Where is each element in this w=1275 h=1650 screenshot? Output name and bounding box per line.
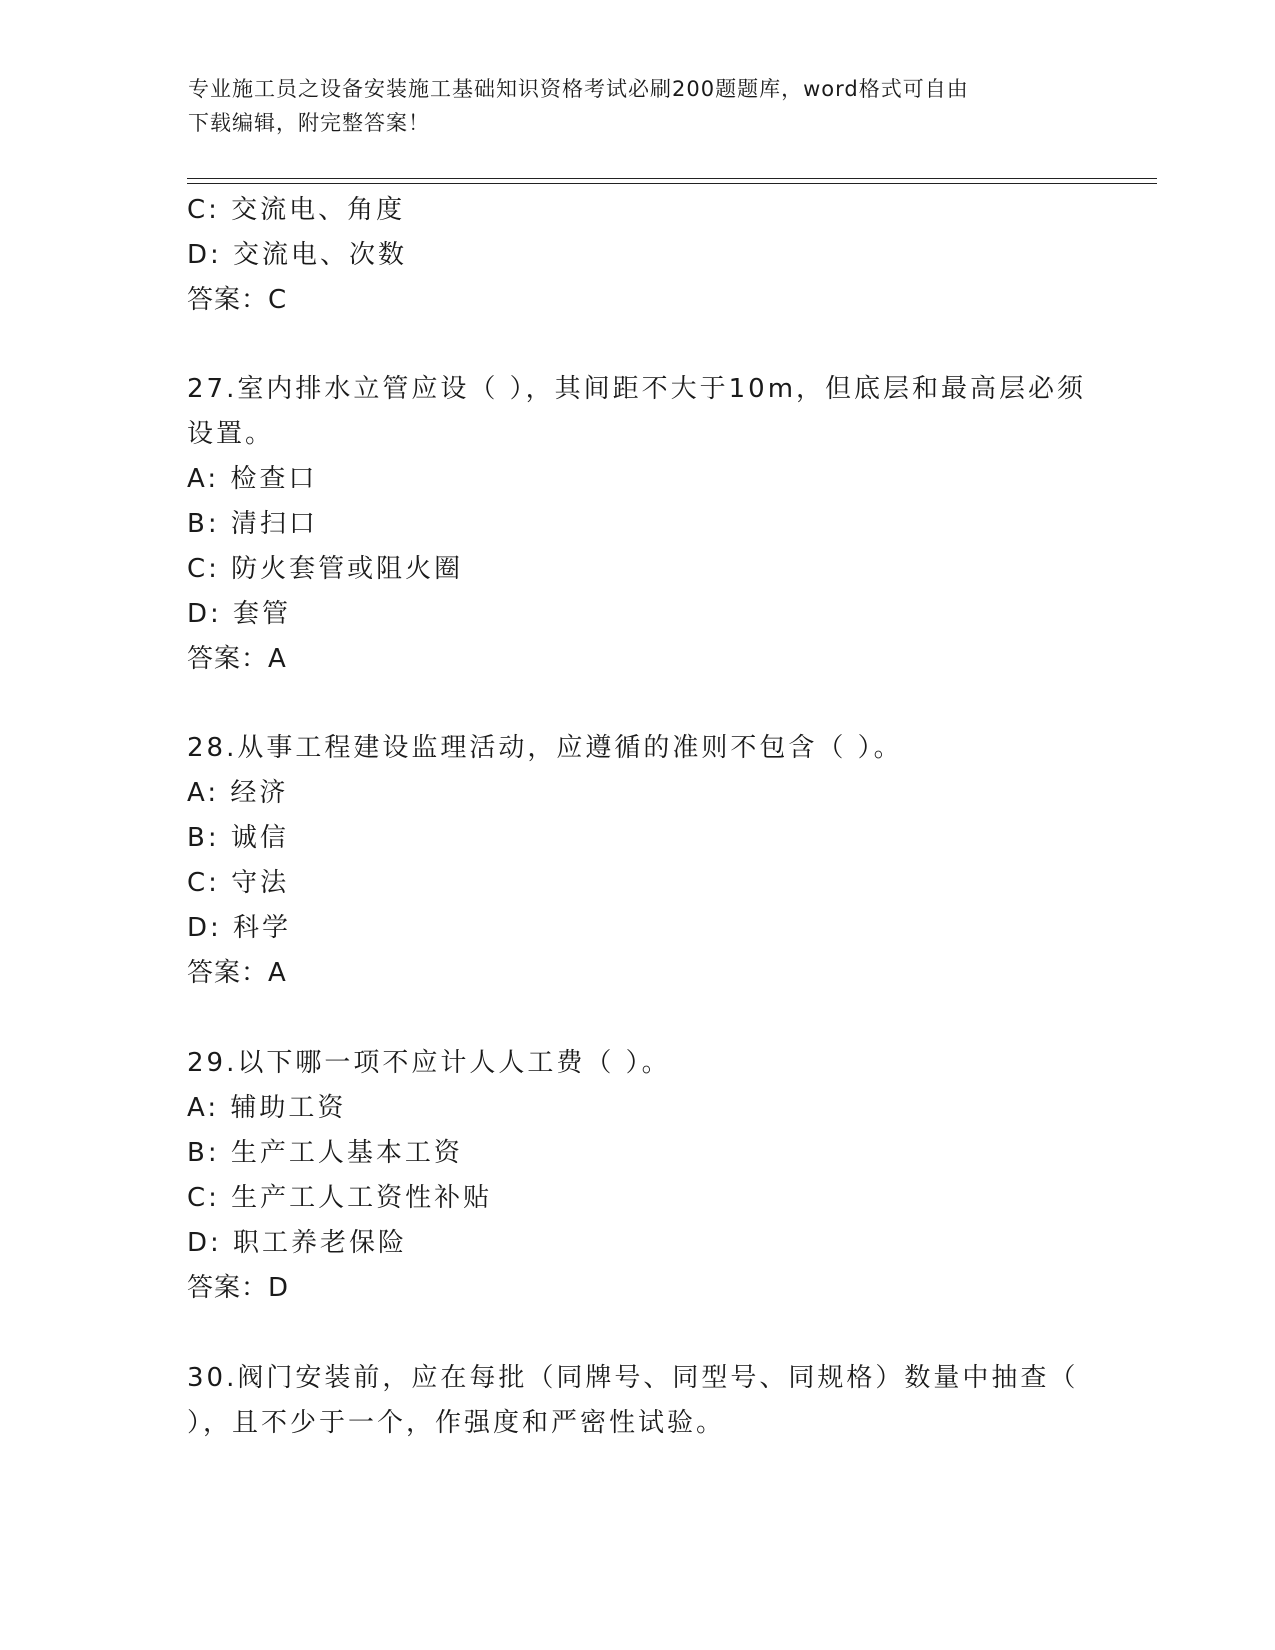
prev-option-c: C: 交流电、角度 [187, 195, 406, 225]
q27-answer: 答案：A [187, 644, 287, 674]
q29-answer: 答案：D [187, 1273, 290, 1303]
q29-option-c: C: 生产工人工资性补贴 [187, 1183, 493, 1213]
q28-option-a: A: 经济 [187, 778, 289, 808]
q27-option-d: D: 套管 [187, 599, 292, 629]
q30-stem-line-1: 30.阀门安装前，应在每批（同牌号、同型号、同规格）数量中抽查（ [187, 1363, 1079, 1393]
q27-option-b: B: 清扫口 [187, 509, 318, 539]
q27-option-c: C: 防火套管或阻火圈 [187, 554, 464, 584]
q28-option-d: D: 科学 [187, 913, 292, 943]
header-divider-bottom [187, 183, 1157, 184]
header-line-1: 专业施工员之设备安装施工基础知识资格考试必刷200题题库，word格式可自由 [188, 77, 969, 101]
prev-option-d: D: 交流电、次数 [187, 240, 408, 270]
q29-stem-line-1: 29.以下哪一项不应计人人工费（ ）。 [187, 1048, 671, 1078]
q29-option-a: A: 辅助工资 [187, 1093, 347, 1123]
document-header [188, 72, 1068, 140]
q28-option-c: C: 守法 [187, 868, 290, 898]
q29-option-b: B: 生产工人基本工资 [187, 1138, 463, 1168]
q27-stem-line-1: 27.室内排水立管应设（ ），其间距不大于10m，但底层和最高层必须 [187, 374, 1087, 404]
header-line-2: 下载编辑，附完整答案！ [188, 111, 430, 135]
prev-answer: 答案：C [187, 285, 288, 315]
q28-answer: 答案：A [187, 958, 287, 988]
header-divider-top [187, 178, 1157, 179]
q28-option-b: B: 诚信 [187, 823, 289, 853]
q30-stem-line-2: ），且不少于一个，作强度和严密性试验。 [187, 1408, 726, 1438]
q29-option-d: D: 职工养老保险 [187, 1228, 408, 1258]
q28-stem-line-1: 28.从事工程建设监理活动，应遵循的准则不包含（ ）。 [187, 733, 903, 763]
q27-stem-line-2: 设置。 [187, 419, 275, 449]
q27-option-a: A: 检查口 [187, 464, 318, 494]
